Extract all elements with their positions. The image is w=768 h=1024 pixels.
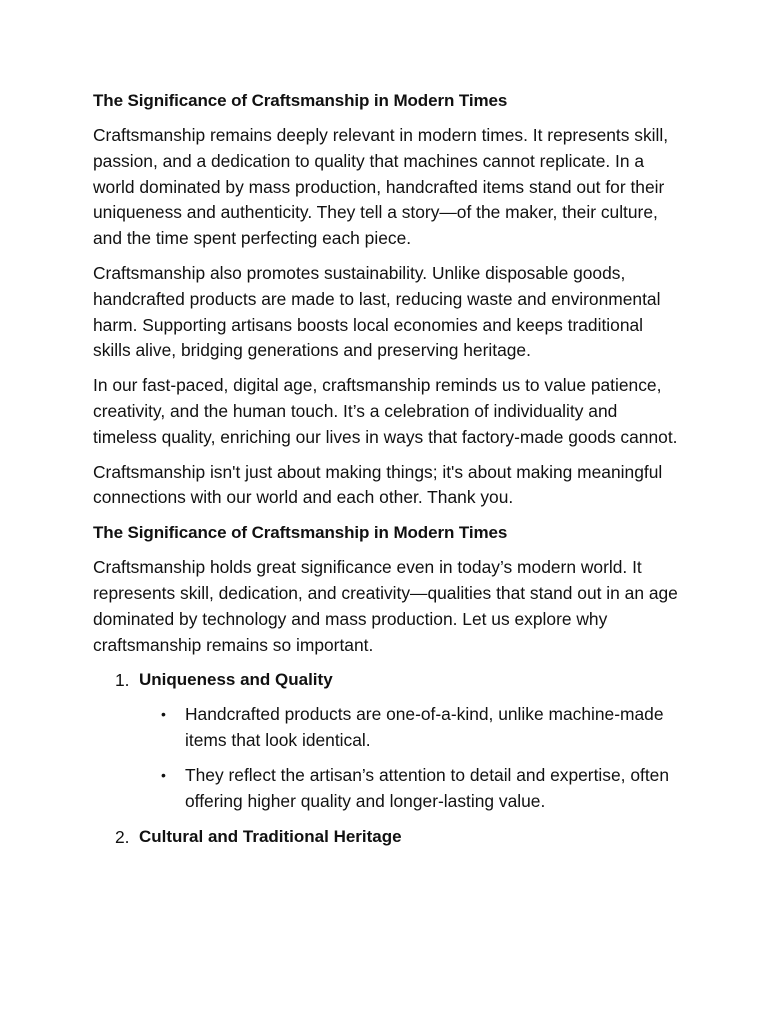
bullet-item [139, 763, 683, 815]
numbered-list-item [93, 667, 683, 814]
bullet-icon: • [161, 766, 166, 783]
bullet-text: They reflect the artisan’s attention to detail and expertise, often offering higher quality and longer-lasting value. [185, 764, 670, 811]
list-number: 2. [115, 826, 130, 847]
bullet-item [139, 702, 683, 754]
bullet-text: Handcrafted products are one-of-a-kind, unlike machine-made items that look identical. [185, 704, 664, 751]
section-heading: The Significance of Craftsmanship in Modern Times [93, 523, 508, 543]
document-page [93, 88, 683, 859]
paragraph: Craftsmanship remains deeply relevant in modern times. It represents skill, passion, and a dedication to quality that machines cannot replicate. In a world dominated by mass production, handcrafted items stand out for their uniqueness and authenticity. They tell a story—of the maker, their culture, and the time spent perfecting each piece. [93, 125, 669, 249]
bullet-icon: • [161, 706, 166, 723]
paragraph: Craftsmanship isn't just about making things; it's about making meaningful connections with our world and each other. Thank you. [93, 461, 663, 508]
numbered-list [93, 667, 683, 849]
paragraph: Craftsmanship holds great significance even in today’s modern world. It represents skill, dedication, and creativity—qualities that stand out in an age dominated by technology and mass production. Let us explore why craftsmanship remains so important. [93, 557, 678, 655]
list-item-title: Cultural and Traditional Heritage [139, 826, 402, 846]
list-number: 1. [115, 670, 130, 691]
list-item-title: Uniqueness and Quality [139, 670, 333, 690]
paragraph: Craftsmanship also promotes sustainability. Unlike disposable goods, handcrafted products are made to last, reducing waste and environmental harm. Supporting artisans boosts local economies and keeps traditional skills alive, bridging generations and preserving heritage. [93, 262, 661, 361]
numbered-list-item [93, 824, 683, 850]
section-heading: The Significance of Craftsmanship in Modern Times [93, 91, 508, 110]
bullet-list [139, 702, 683, 814]
paragraph: In our fast-paced, digital age, craftsmanship reminds us to value patience, creativity, and the human touch. It’s a celebration of individuality and timeless quality, enriching our lives in ways that factory-made goods cannot. [93, 375, 678, 447]
